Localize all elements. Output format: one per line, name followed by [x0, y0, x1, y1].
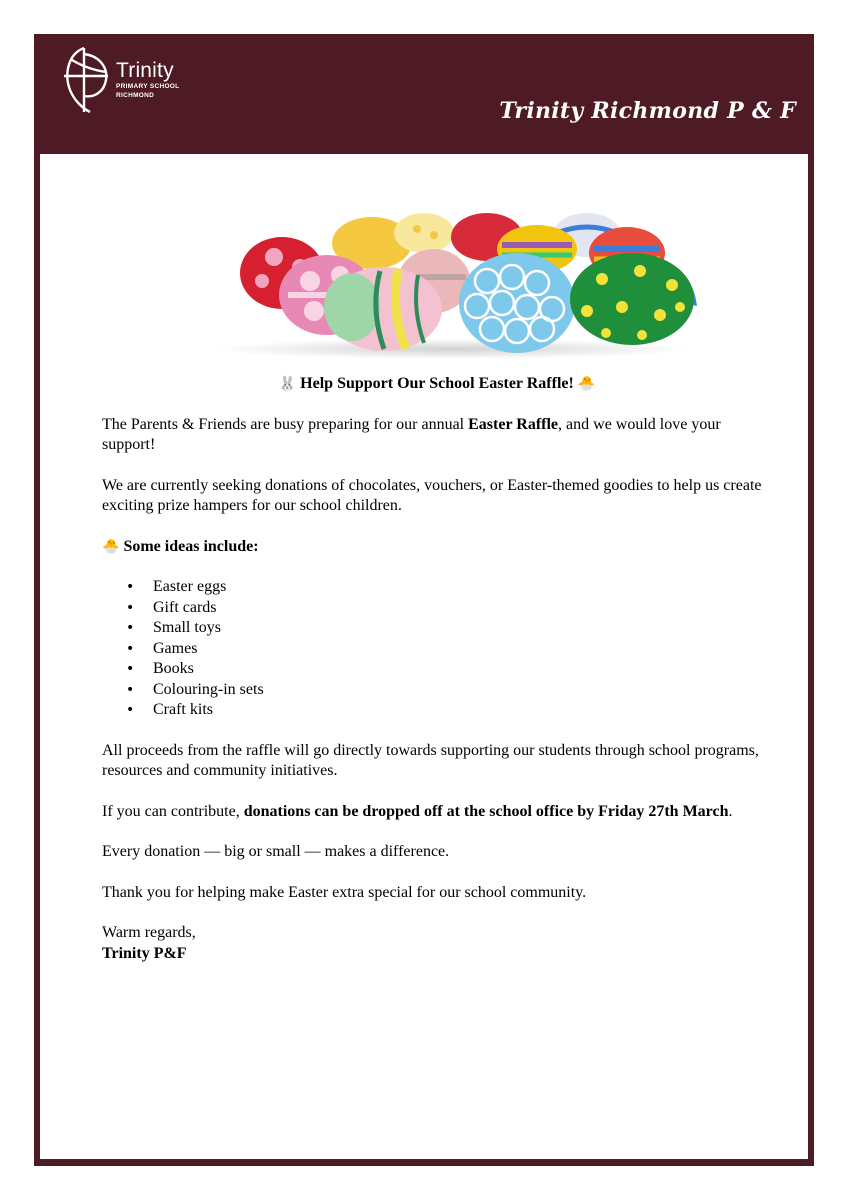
easter-raffle-emphasis: Easter Raffle	[468, 415, 559, 433]
ideas-list	[102, 577, 772, 721]
flyer-content	[40, 154, 808, 1159]
org-title: Trinity Richmond P & F	[499, 98, 796, 124]
signature: Trinity P&F	[102, 944, 187, 962]
logo-subtitle-2: RICHMOND	[116, 92, 155, 99]
list-item: • Colouring-in sets	[102, 680, 772, 701]
donations-paragraph: We are currently seeking donations of chocolates, vouchers, or Easter-themed goodies to help us create exciting prize hampers for our school children.	[102, 476, 762, 514]
dropoff-emphasis: donations can be dropped off at the school office by Friday 27th March	[243, 802, 729, 820]
heading-text: Help Support Our School Easter Raffle!	[300, 375, 574, 392]
list-item: • Games	[102, 639, 772, 660]
hatching-chick-icon: 🐣	[102, 538, 120, 555]
flyer-heading	[102, 374, 772, 395]
list-item: • Books	[102, 659, 772, 680]
flyer-text	[102, 374, 772, 964]
intro-paragraph: The Parents & Friends are busy preparing for our annual Easter Raffle, and we would love your support!	[102, 415, 721, 453]
proceeds-paragraph: All proceeds from the raffle will go directly towards supporting our students through school programs, resources and community initiatives.	[102, 741, 759, 779]
ideas-heading: 🐣 Some ideas include:	[102, 537, 259, 555]
logo-subtitle-1: PRIMARY SCHOOL	[116, 83, 180, 90]
hatching-chick-icon: 🐣	[577, 376, 596, 392]
easter-eggs-image	[202, 211, 702, 359]
difference-paragraph: Every donation — big or small — makes a difference.	[102, 843, 450, 860]
logo-name: Trinity	[116, 59, 174, 82]
list-item: • Small toys	[102, 618, 772, 639]
page-frame	[34, 34, 814, 1166]
dropoff-paragraph: If you can contribute, donations can be dropped off at the school office by Friday 27th March.	[102, 802, 733, 820]
list-item: • Gift cards	[102, 598, 772, 619]
list-item: • Easter eggs	[102, 577, 772, 598]
closing: Warm regards,	[102, 924, 196, 941]
bunny-icon: 🐰	[278, 376, 297, 392]
school-logo	[62, 46, 179, 114]
thanks-paragraph: Thank you for helping make Easter extra special for our school community.	[102, 883, 587, 901]
list-item: • Craft kits	[102, 700, 772, 721]
header-banner	[34, 34, 814, 153]
trinity-logo-icon	[62, 46, 110, 114]
